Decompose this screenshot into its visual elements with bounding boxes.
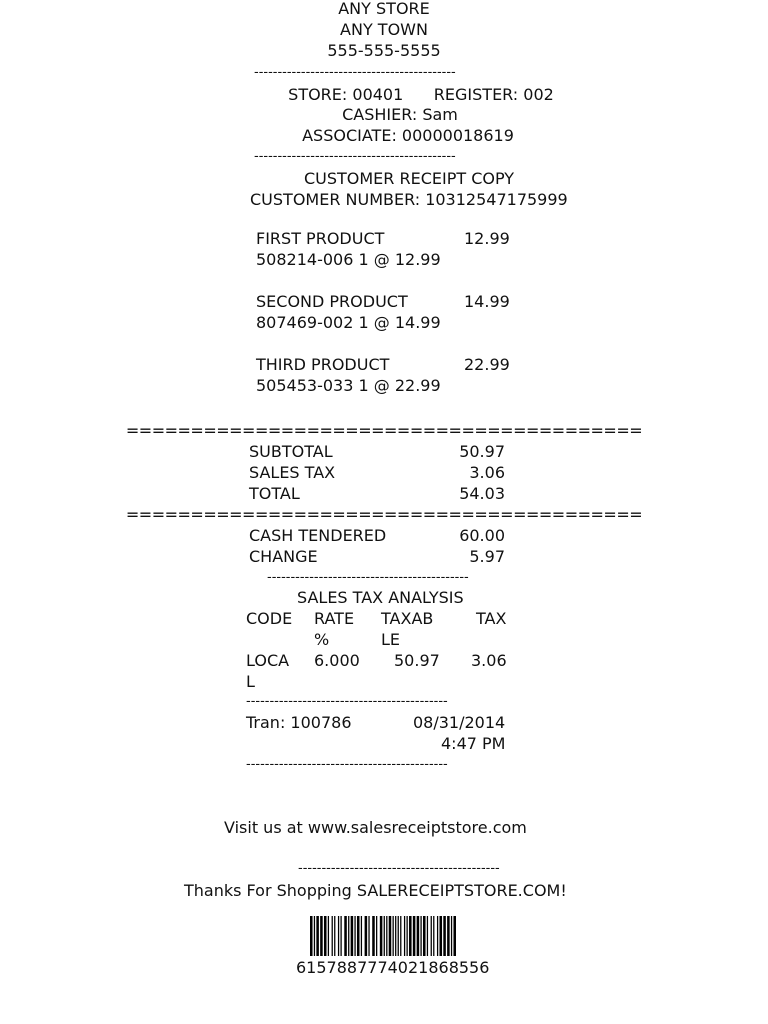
barcode-bar: [314, 916, 315, 956]
barcode-bar: [395, 916, 396, 956]
barcode-bar: [361, 916, 362, 956]
barcode-bar: [453, 916, 456, 956]
subtotal-label: SUBTOTAL: [249, 442, 333, 461]
dash-separator: -------------------------------------------: [254, 65, 456, 80]
change-value: 5.97: [469, 547, 505, 566]
tax-row-tax: 3.06: [471, 651, 507, 670]
item-price: 22.99: [464, 355, 510, 374]
cash-tendered-label: CASH TENDERED: [249, 526, 387, 545]
barcode-bar: [310, 916, 313, 956]
sales-tax-value: 3.06: [469, 463, 505, 482]
tax-header-rate-unit: %: [314, 630, 330, 649]
barcode-bar: [447, 916, 450, 956]
barcode-bar: [393, 916, 394, 956]
barcode-bar: [320, 916, 323, 956]
tax-row-code-cont: L: [246, 672, 255, 691]
barcode-bar: [365, 916, 368, 956]
barcode-image: [310, 916, 456, 956]
equals-separator: ========================================: [125, 421, 643, 440]
barcode-bar: [413, 916, 416, 956]
barcode-bar: [334, 916, 335, 956]
item-name: SECOND PRODUCT: [256, 292, 408, 311]
barcode-bar: [324, 916, 327, 956]
item-name: FIRST PRODUCT: [256, 229, 385, 248]
item-price: 12.99: [464, 229, 510, 248]
barcode-bar: [423, 916, 426, 956]
associate: ASSOCIATE: 00000018619: [302, 126, 514, 145]
transaction-number: Tran: 100786: [246, 713, 352, 732]
store-register: STORE: 00401 REGISTER: 002: [288, 85, 554, 104]
barcode-bar: [376, 916, 377, 956]
barcode-bar: [400, 916, 401, 956]
barcode-bar: [344, 916, 347, 956]
barcode-bar: [431, 916, 432, 956]
total-label: TOTAL: [249, 484, 300, 503]
barcode-bar: [451, 916, 452, 956]
barcode-bar: [417, 916, 420, 956]
barcode-bar: [368, 916, 369, 956]
barcode-bar: [351, 916, 354, 956]
barcode-bar: [420, 916, 421, 956]
tax-header-taxable: TAXAB: [381, 609, 434, 628]
equals-separator: ========================================: [125, 505, 643, 524]
store-town: ANY TOWN: [340, 20, 428, 39]
barcode-bar: [348, 916, 349, 956]
barcode-bar: [404, 916, 405, 956]
tax-analysis-title: SALES TAX ANALYSIS: [297, 588, 464, 607]
tax-header-code: CODE: [246, 609, 293, 628]
cash-tendered-value: 60.00: [459, 526, 505, 545]
tax-header-tax: TAX: [476, 609, 507, 628]
store-name: ANY STORE: [338, 0, 430, 18]
barcode-number: 6157887774021868556: [296, 958, 490, 977]
cashier: CASHIER: Sam: [342, 105, 458, 124]
barcode-bar: [433, 916, 434, 956]
barcode-bar: [427, 916, 428, 956]
dash-separator: -------------------------------------------: [246, 757, 448, 772]
customer-number: CUSTOMER NUMBER: 10312547175999: [250, 190, 568, 209]
item-detail: 505453-033 1 @ 22.99: [256, 376, 441, 395]
sales-tax-label: SALES TAX: [249, 463, 336, 482]
barcode-bar: [357, 916, 360, 956]
thanks-message: Thanks For Shopping SALERECEIPTSTORE.COM!: [184, 881, 567, 900]
item-detail: 508214-006 1 @ 12.99: [256, 250, 441, 269]
barcode-bar: [354, 916, 355, 956]
dash-separator: -------------------------------------------: [298, 861, 500, 876]
receipt-copy-title: CUSTOMER RECEIPT COPY: [303, 169, 515, 188]
barcode-bar: [440, 916, 443, 956]
item-price: 14.99: [464, 292, 510, 311]
subtotal-value: 50.97: [459, 442, 505, 461]
transaction-date: 08/31/2014: [413, 713, 506, 732]
barcode-bar: [340, 916, 341, 956]
barcode-bar: [332, 916, 333, 956]
item-name: THIRD PRODUCT: [256, 355, 390, 374]
item-detail: 807469-002 1 @ 14.99: [256, 313, 441, 332]
barcode-bar: [328, 916, 329, 956]
barcode-bar: [437, 916, 438, 956]
barcode-bar: [372, 916, 375, 956]
dash-separator: -------------------------------------------: [254, 149, 456, 164]
tax-header-taxable-cont: LE: [381, 630, 401, 649]
dash-separator: -------------------------------------------: [267, 570, 469, 585]
dash-separator: -------------------------------------------: [246, 694, 448, 709]
tax-row-rate: 6.000: [314, 651, 360, 670]
barcode-bar: [443, 916, 446, 956]
barcode-bar: [380, 916, 383, 956]
barcode-bar: [389, 916, 392, 956]
barcode-bar: [386, 916, 387, 956]
barcode-bar: [338, 916, 339, 956]
tax-row-taxable: 50.97: [394, 651, 440, 670]
total-value: 54.03: [459, 484, 505, 503]
barcode-bar: [384, 916, 385, 956]
store-phone: 555-555-5555: [327, 41, 441, 60]
change-label: CHANGE: [249, 547, 318, 566]
barcode-bar: [406, 916, 407, 956]
tax-row-code: LOCA: [246, 651, 290, 670]
barcode-bar: [316, 916, 319, 956]
visit-message: Visit us at www.salesreceiptstore.com: [224, 818, 527, 837]
barcode-bar: [398, 916, 399, 956]
transaction-time: 4:47 PM: [441, 734, 506, 753]
barcode-bar: [409, 916, 412, 956]
tax-header-rate: RATE: [314, 609, 355, 628]
